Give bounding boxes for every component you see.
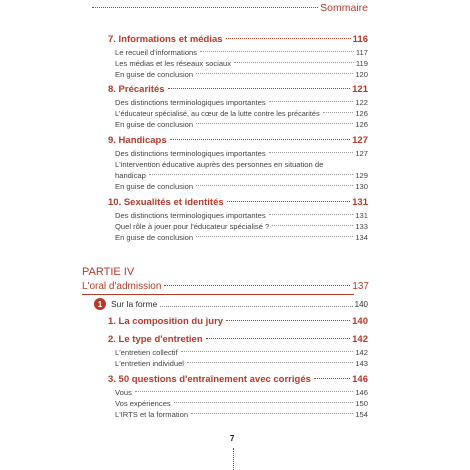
toc-item: L'IRTS et la formation 154 [115, 410, 368, 419]
toc-item: Vous 146 [115, 388, 368, 397]
toc-item: En guise de conclusion 134 [115, 233, 368, 242]
toc-item: En guise de conclusion 120 [115, 70, 368, 79]
part-label: PARTIE IV [82, 266, 135, 278]
toc-item: Des distinctions terminologiques importantes 127 [115, 149, 368, 158]
toc-item: En guise de conclusion 130 [115, 182, 368, 191]
chapter-heading: 10. Sexualités et identités 131 [108, 197, 368, 208]
toc-item: Des distinctions terminologiques importantes 131 [115, 211, 368, 220]
toc-item: Des distinctions terminologiques importantes 122 [115, 98, 368, 107]
toc-item: Les médias et les réseaux sociaux 119 [115, 59, 368, 68]
section-heading: 1 Sur la forme 140 [94, 298, 368, 310]
toc-item: Le recueil d'informations 117 [115, 48, 368, 57]
header-title: Sommaire [320, 2, 368, 14]
toc-item: L'éducateur spécialisé, au cœur de la lutte contre les précarités 126 [115, 109, 368, 118]
part-title: L'oral d'admission 137 [82, 281, 369, 292]
toc-item: L'entretien individuel 143 [115, 359, 368, 368]
part-divider [82, 294, 354, 295]
toc-item: Vos expériences 150 [115, 399, 368, 408]
header-row [92, 2, 368, 14]
chapter-heading: 1. La composition du jury 140 [108, 316, 368, 327]
toc-item: L'entretien collectif 142 [115, 348, 368, 357]
chapter-heading: 2. Le type d'entretien 142 [108, 334, 368, 345]
page-number: 7 [230, 434, 235, 443]
chapter-heading: 9. Handicaps 127 [108, 135, 368, 146]
chapter-heading: 7. Informations et médias 116 [108, 34, 368, 45]
toc-item: Quel rôle à jouer pour l'éducateur spécialisé ? 133 [115, 222, 368, 231]
chapter-heading: 8. Précarités 121 [108, 84, 368, 95]
toc-item: handicap 129 [115, 171, 368, 180]
header-leader [92, 7, 318, 8]
binding-line [233, 448, 234, 470]
toc-item: En guise de conclusion 126 [115, 120, 368, 129]
chapter-heading: 3. 50 questions d'entraînement avec corrigés 146 [108, 374, 368, 385]
toc-item-line: L'intervention éducative auprès des personnes en situation de [115, 160, 324, 169]
section-number-badge: 1 [94, 298, 106, 310]
